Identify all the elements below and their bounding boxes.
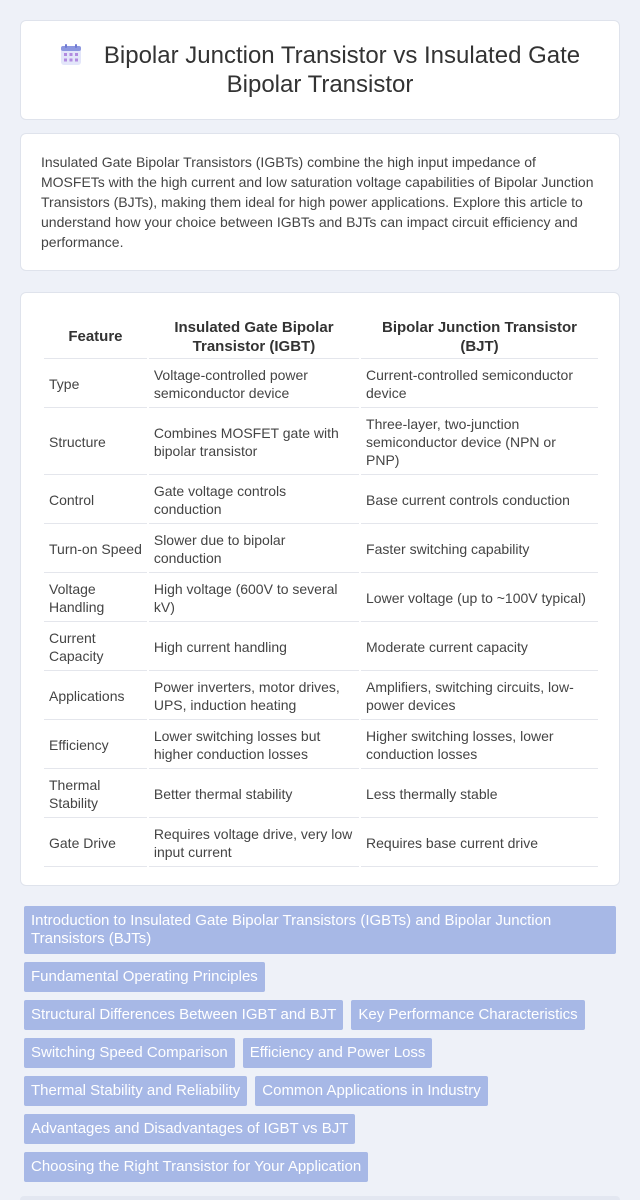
bjt-cell: Requires base current drive <box>361 820 598 867</box>
table-row <box>44 575 598 622</box>
bjt-cell: Current-controlled semiconductor device <box>361 361 598 408</box>
toc-link-thermal-stability[interactable]: Thermal Stability and Reliability <box>24 1076 247 1106</box>
table-row <box>44 820 598 867</box>
toc-link-operating-principles[interactable]: Fundamental Operating Principles <box>24 962 265 992</box>
table-row <box>44 771 598 818</box>
header-feature: Feature <box>44 315 147 359</box>
intro-card <box>20 133 620 271</box>
feature-cell: Current Capacity <box>44 624 147 671</box>
bjt-cell: Less thermally stable <box>361 771 598 818</box>
toc-link-efficiency[interactable]: Efficiency and Power Loss <box>243 1038 433 1068</box>
page-title <box>51 41 589 99</box>
igbt-cell: High voltage (600V to several kV) <box>149 575 359 622</box>
table-header-row <box>44 315 598 359</box>
table-row <box>44 526 598 573</box>
bjt-cell: Base current controls conduction <box>361 477 598 524</box>
feature-cell: Voltage Handling <box>44 575 147 622</box>
igbt-cell: Combines MOSFET gate with bipolar transistor <box>149 410 359 475</box>
igbt-cell: Lower switching losses but higher conduction losses <box>149 722 359 769</box>
igbt-cell: High current handling <box>149 624 359 671</box>
bjt-cell: Lower voltage (up to ~100V typical) <box>361 575 598 622</box>
header-igbt: Insulated Gate Bipolar Transistor (IGBT) <box>149 315 359 359</box>
toc-link-introduction[interactable]: Introduction to Insulated Gate Bipolar Transistors (IGBTs) and Bipolar Junction Transistors (BJTs) <box>24 906 616 954</box>
table-row <box>44 361 598 408</box>
feature-cell: Turn-on Speed <box>44 526 147 573</box>
toc-link-advantages[interactable]: Advantages and Disadvantages of IGBT vs BJT <box>24 1114 355 1144</box>
header-bjt: Bipolar Junction Transistor (BJT) <box>361 315 598 359</box>
next-card-edge <box>20 1196 620 1200</box>
feature-cell: Efficiency <box>44 722 147 769</box>
igbt-cell: Slower due to bipolar conduction <box>149 526 359 573</box>
comparison-table-card <box>20 292 620 886</box>
igbt-cell: Power inverters, motor drives, UPS, induction heating <box>149 673 359 720</box>
igbt-cell: Requires voltage drive, very low input current <box>149 820 359 867</box>
igbt-cell: Voltage-controlled power semiconductor device <box>149 361 359 408</box>
bjt-cell: Amplifiers, switching circuits, low-power devices <box>361 673 598 720</box>
feature-cell: Gate Drive <box>44 820 147 867</box>
igbt-cell: Gate voltage controls conduction <box>149 477 359 524</box>
table-row <box>44 410 598 475</box>
bjt-cell: Moderate current capacity <box>361 624 598 671</box>
table-row <box>44 624 598 671</box>
toc-link-performance-characteristics[interactable]: Key Performance Characteristics <box>351 1000 584 1030</box>
bjt-cell: Faster switching capability <box>361 526 598 573</box>
feature-cell: Thermal Stability <box>44 771 147 818</box>
feature-cell: Type <box>44 361 147 408</box>
feature-cell: Control <box>44 477 147 524</box>
toc-link-switching-speed[interactable]: Switching Speed Comparison <box>24 1038 235 1068</box>
intro-paragraph: Insulated Gate Bipolar Transistors (IGBTs) combine the high input impedance of MOSFETs with the high current and low saturation voltage capabilities of Bipolar Junction Transistors (BJTs), making them ideal for high power applications. Explore this article to understand how your choice between IGBTs and BJTs can impact circuit efficiency and performance. <box>41 154 594 250</box>
feature-cell: Applications <box>44 673 147 720</box>
feature-cell: Structure <box>44 410 147 475</box>
igbt-cell: Better thermal stability <box>149 771 359 818</box>
comparison-table <box>42 313 600 869</box>
title-card <box>20 20 620 120</box>
table-of-contents <box>20 906 620 1190</box>
table-row <box>44 722 598 769</box>
table-row <box>44 673 598 720</box>
page-title-text: Bipolar Junction Transistor vs Insulated Gate Bipolar Transistor <box>103 42 581 98</box>
table-row <box>44 477 598 524</box>
toc-link-structural-differences[interactable]: Structural Differences Between IGBT and BJT <box>24 1000 343 1030</box>
bjt-cell: Higher switching losses, lower conduction losses <box>361 722 598 769</box>
toc-link-applications[interactable]: Common Applications in Industry <box>255 1076 487 1106</box>
bjt-cell: Three-layer, two-junction semiconductor device (NPN or PNP) <box>361 410 598 475</box>
calendar-grid-icon <box>60 44 82 66</box>
toc-link-choosing[interactable]: Choosing the Right Transistor for Your Application <box>24 1152 368 1182</box>
